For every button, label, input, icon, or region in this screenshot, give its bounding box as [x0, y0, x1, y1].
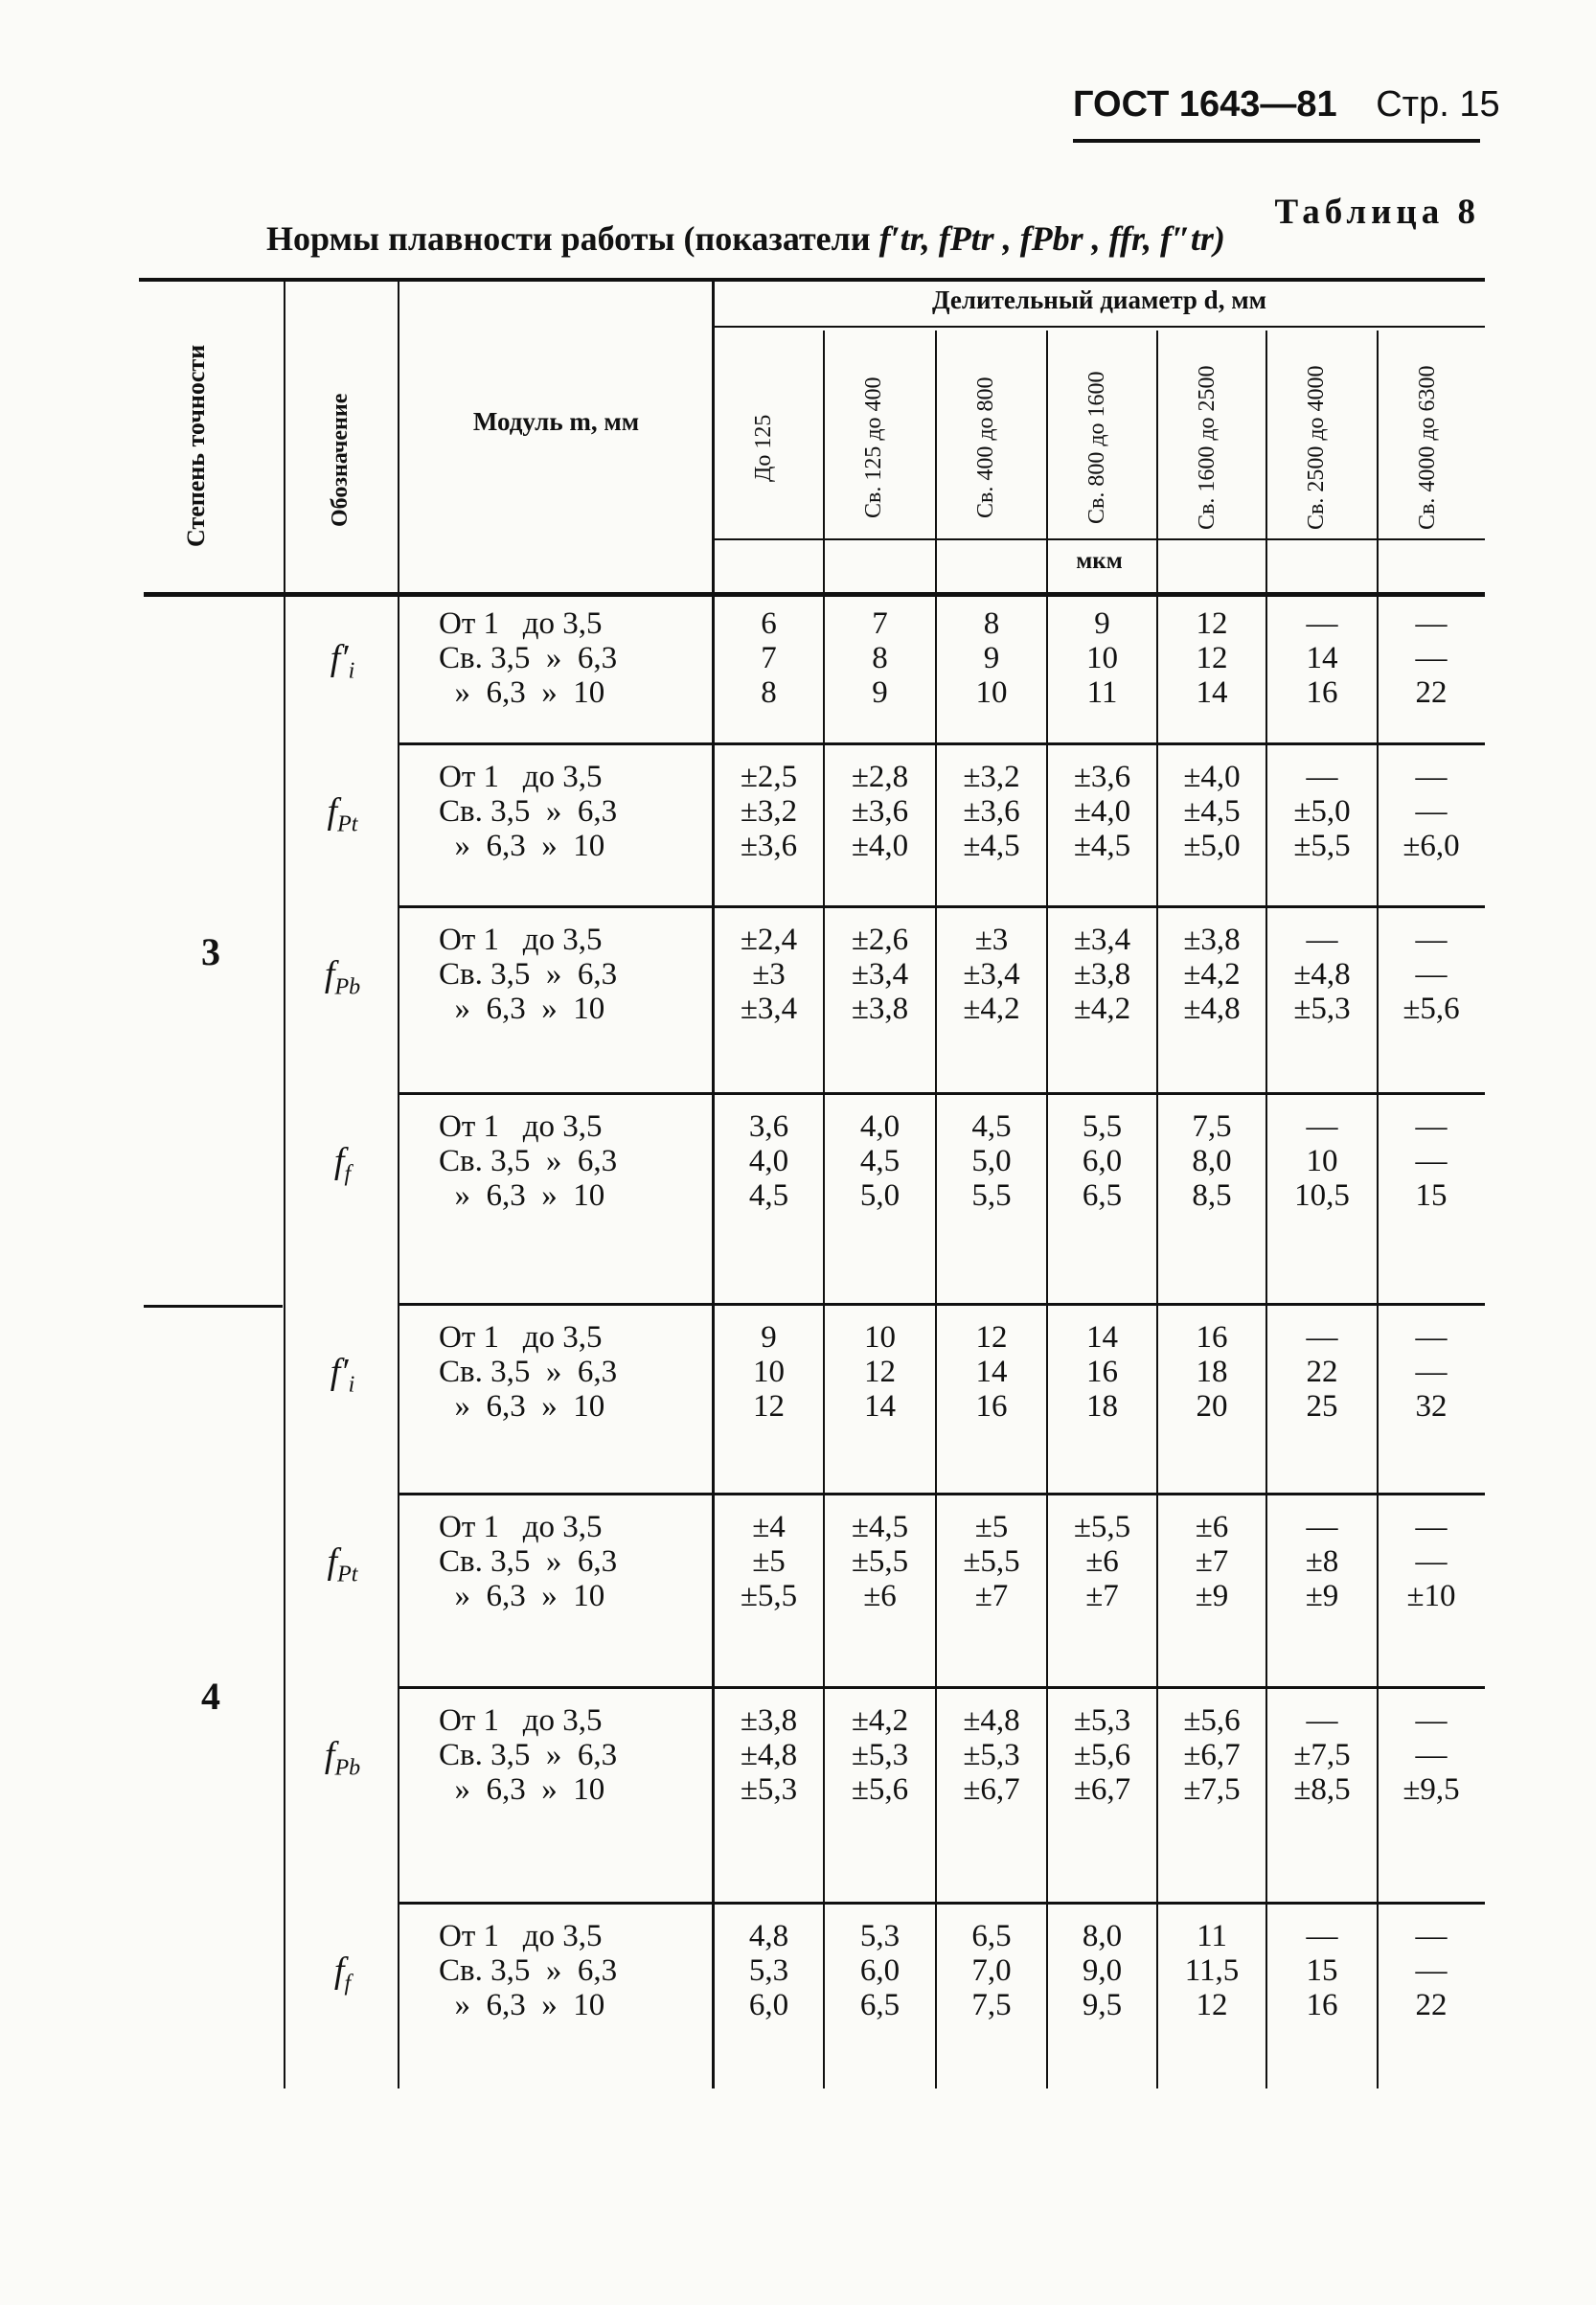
diameter-col-header-6: Св. 2500 до 4000 [1304, 365, 1329, 531]
module-ranges: От 1 до 3,5 Св. 3,5 » 6,3 » 6,3 » 10 [439, 1919, 618, 2022]
tolerance-value: — — ±6,0 [1402, 760, 1460, 863]
indicator-symbol-subscript: Pt [337, 811, 358, 837]
indicator-symbol-base: f [324, 954, 335, 994]
precision-grade: 3 [201, 929, 220, 973]
tolerance-value: — — 22 [1415, 606, 1448, 710]
tolerance-value: 7,5 8,0 8,5 [1192, 1109, 1232, 1213]
module-ranges: От 1 до 3,5 Св. 3,5 » 6,3 » 6,3 » 10 [439, 760, 618, 863]
module-ranges: От 1 до 3,5 Св. 3,5 » 6,3 » 6,3 » 10 [439, 1320, 618, 1424]
page-number: Стр. 15 [1376, 84, 1500, 125]
diameter-col-header-5: Св. 1600 до 2500 [1195, 365, 1220, 531]
indicator-symbol-base: f [333, 1141, 345, 1181]
module-ranges: От 1 до 3,5 Св. 3,5 » 6,3 » 6,3 » 10 [439, 923, 618, 1026]
tolerance-value: ±4 ±5 ±5,5 [740, 1510, 798, 1613]
tolerance-value: — 15 16 [1306, 1919, 1338, 2022]
indicator-symbol [287, 637, 398, 685]
tolerance-value: ±2,4 ±3 ±3,4 [740, 923, 798, 1026]
indicator-symbol-base: f [327, 791, 338, 832]
tolerance-value: ±3 ±3,4 ±4,2 [963, 923, 1020, 1026]
grade-column-header: Степень точности [182, 344, 210, 547]
indicator-symbol-base: f [324, 1735, 335, 1775]
tolerance-value: — — ±9,5 [1402, 1703, 1460, 1807]
row-separator-rule [398, 1902, 1485, 1905]
indicator-symbol-subscript: f [344, 1161, 352, 1187]
indicator-symbol [287, 1351, 398, 1399]
tolerance-value: 16 18 20 [1196, 1320, 1228, 1424]
indicator-symbol-subscript: Pt [337, 1562, 358, 1587]
tolerance-value: ±3,8 ±4,2 ±4,8 [1183, 923, 1241, 1026]
tolerance-value: ±3,2 ±3,6 ±4,5 [963, 760, 1020, 863]
tolerance-value: ±2,6 ±3,4 ±3,8 [851, 923, 909, 1026]
indicator-symbol [287, 1540, 398, 1588]
tolerance-value: — — 15 [1415, 1109, 1448, 1213]
diameter-col-header-2: Св. 125 до 400 [861, 377, 886, 519]
indicator-symbol-base: f [333, 1951, 345, 1991]
tolerance-value: ±4,5 ±5,5 ±6 [851, 1510, 909, 1613]
indicator-symbol-base: f [327, 1541, 338, 1582]
tolerance-value: 10 12 14 [864, 1320, 896, 1424]
tolerance-value: — — 22 [1415, 1919, 1448, 2022]
tolerance-value: 4,5 5,0 5,5 [971, 1109, 1012, 1213]
diameter-col-header-1: До 125 [751, 414, 776, 482]
tolerance-value: — ±5,0 ±5,5 [1293, 760, 1351, 863]
diameter-col-header-3: Св. 400 до 800 [973, 377, 998, 519]
tolerance-value: ±5,3 ±5,6 ±6,7 [1073, 1703, 1131, 1807]
tolerance-value: ±3,6 ±4,0 ±4,5 [1073, 760, 1131, 863]
diameter-col-header-4: Св. 800 до 1600 [1084, 371, 1109, 525]
unit-label: мкм [1076, 548, 1123, 574]
table-top-rule [139, 278, 1485, 282]
table-title-text: Нормы плавности работы (показатели [266, 219, 879, 258]
tolerance-value: — — 32 [1415, 1320, 1448, 1424]
row-separator-rule [398, 1092, 1485, 1095]
grade-separator-rule [144, 1305, 283, 1308]
table-title-symbols: f′tr, fPtr , fPbr , ffr, f″tr) [878, 219, 1225, 258]
tolerance-value: ±5,6 ±6,7 ±7,5 [1183, 1703, 1241, 1807]
tolerance-value: ±2,5 ±3,2 ±3,6 [740, 760, 798, 863]
tolerance-value: — ±7,5 ±8,5 [1293, 1703, 1351, 1807]
tolerance-value: ±4,0 ±4,5 ±5,0 [1183, 760, 1241, 863]
row-separator-rule [398, 1493, 1485, 1495]
tolerance-value: ±3,4 ±3,8 ±4,2 [1073, 923, 1131, 1026]
tolerance-value: — ±4,8 ±5,3 [1293, 923, 1351, 1026]
tolerance-value: ±4,8 ±5,3 ±6,7 [963, 1703, 1020, 1807]
tolerance-value: 5,5 6,0 6,5 [1082, 1109, 1123, 1213]
tolerance-value: ±6 ±7 ±9 [1195, 1510, 1229, 1613]
standard-number: ГОСТ 1643—81 [1073, 84, 1337, 125]
module-ranges: От 1 до 3,5 Св. 3,5 » 6,3 » 6,3 » 10 [439, 1510, 618, 1613]
row-separator-rule [398, 742, 1485, 745]
tolerance-value: ±2,8 ±3,6 ±4,0 [851, 760, 909, 863]
tolerance-value: 12 12 14 [1196, 606, 1228, 710]
indicator-symbol-subscript: i [348, 658, 355, 684]
tolerance-value: ±5,5 ±6 ±7 [1073, 1510, 1131, 1613]
indicator-symbol-subscript: i [348, 1372, 355, 1398]
module-ranges: От 1 до 3,5 Св. 3,5 » 6,3 » 6,3 » 10 [439, 606, 618, 710]
tolerance-value: ±5 ±5,5 ±7 [963, 1510, 1020, 1613]
indicator-symbol [287, 953, 398, 1001]
tolerance-value: 8,0 9,0 9,5 [1082, 1919, 1123, 2022]
tolerance-value: — ±8 ±9 [1305, 1510, 1339, 1613]
row-separator-rule [398, 905, 1485, 908]
indicator-symbol [287, 1734, 398, 1782]
indicator-symbol-base: f′ [330, 1352, 349, 1392]
header-bottom-rule [144, 592, 1485, 597]
symbol-divider [398, 278, 399, 2088]
tolerance-value: — — ±5,6 [1402, 923, 1460, 1026]
tolerance-value: ±4,2 ±5,3 ±5,6 [851, 1703, 909, 1807]
row-separator-rule [398, 1303, 1485, 1306]
diameter-column-header: Делительный диаметр d, мм [932, 285, 1266, 314]
indicator-symbol-subscript: Pb [334, 974, 361, 1000]
tolerance-value: 7 8 9 [872, 606, 888, 710]
module-ranges: От 1 до 3,5 Св. 3,5 » 6,3 » 6,3 » 10 [439, 1109, 618, 1213]
tolerance-value: 3,6 4,0 4,5 [748, 1109, 789, 1213]
tolerance-value: 6,5 7,0 7,5 [971, 1919, 1012, 2022]
tolerance-value: — 10 10,5 [1294, 1109, 1350, 1213]
indicator-symbol [287, 1950, 398, 1997]
module-ranges: От 1 до 3,5 Св. 3,5 » 6,3 » 6,3 » 10 [439, 1703, 618, 1807]
diameter-col-header-7: Св. 4000 до 6300 [1415, 365, 1440, 531]
diameter-rule [714, 326, 1485, 328]
tolerance-value: 4,0 4,5 5,0 [859, 1109, 901, 1213]
tolerance-value: ±3,8 ±4,8 ±5,3 [740, 1703, 798, 1807]
indicator-symbol-subscript: Pb [334, 1755, 361, 1781]
row-separator-rule [398, 1686, 1485, 1689]
unit-rule [714, 538, 1485, 540]
indicator-symbol [287, 790, 398, 838]
indicator-symbol-subscript: f [344, 1971, 352, 1997]
tolerance-value: — — ±10 [1406, 1510, 1456, 1613]
tolerance-value: — 14 16 [1306, 606, 1338, 710]
module-column-header: Модуль m, мм [472, 407, 640, 436]
tolerance-value: 5,3 6,0 6,5 [859, 1919, 901, 2022]
indicator-symbol-base: f′ [330, 638, 349, 678]
tolerance-value: 8 9 10 [975, 606, 1008, 710]
tolerance-value: 9 10 11 [1086, 606, 1118, 710]
tolerance-value: 4,8 5,3 6,0 [748, 1919, 789, 2022]
indicator-symbol [287, 1140, 398, 1188]
table-caption: Таблица 8 [1274, 193, 1480, 232]
grade-divider [284, 278, 285, 2088]
symbol-column-header: Обозначение [328, 393, 353, 527]
tolerance-value: 9 10 12 [753, 1320, 785, 1424]
tolerance-value: 11 11,5 12 [1184, 1919, 1240, 2022]
table-title [266, 218, 1225, 259]
tolerance-value: 12 14 16 [975, 1320, 1008, 1424]
tolerance-value: — 22 25 [1306, 1320, 1338, 1424]
page-header [1073, 84, 1500, 143]
precision-grade: 4 [201, 1675, 220, 1718]
tolerance-value: 14 16 18 [1086, 1320, 1118, 1424]
tolerance-value: 6 7 8 [761, 606, 777, 710]
